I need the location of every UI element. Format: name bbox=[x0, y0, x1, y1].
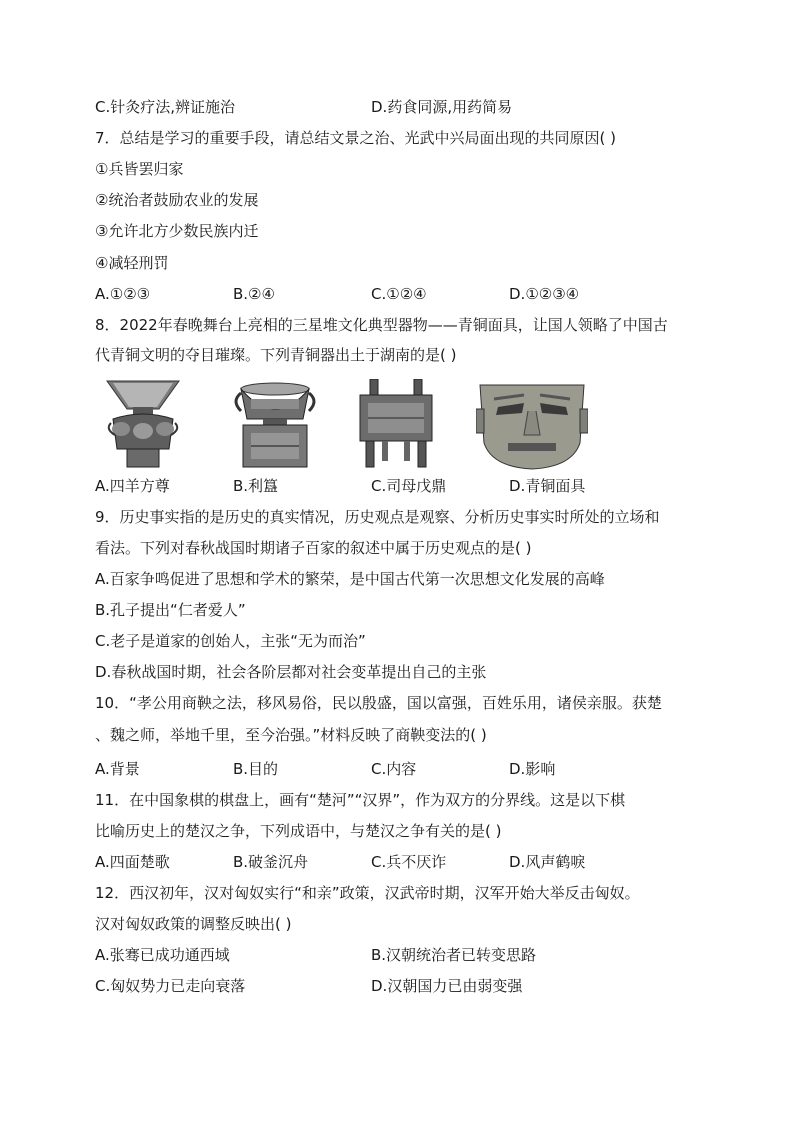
li-gui-image bbox=[231, 379, 319, 469]
q8-option-c: C.司母戊鼎 bbox=[371, 477, 447, 495]
q8-stem-line-1: 8．2022年春晚舞台上亮相的三星堆文化典型器物——青铜面具，让国人领略了中国古 bbox=[95, 316, 668, 334]
q12-option-d: D.汉朝国力已由弱变强 bbox=[371, 977, 523, 995]
q8-stem-line-2: 代青铜文明的夺目璀璨。下列青铜器出土于湖南的是( ) bbox=[95, 346, 457, 364]
q7-item-2: ②统治者鼓励农业的发展 bbox=[95, 191, 259, 209]
q12-option-c: C.匈奴势力已走向衰落 bbox=[95, 977, 246, 995]
q7-item-1: ①兵皆罢归家 bbox=[95, 160, 184, 178]
q10-stem-line-2: 、魏之师，举地千里，至今治强。”材料反映了商鞅变法的( ) bbox=[95, 726, 487, 744]
q11-option-c: C.兵不厌诈 bbox=[371, 853, 447, 871]
q8-option-a: A.四羊方尊 bbox=[95, 477, 170, 495]
bronze-mask-image bbox=[476, 379, 588, 471]
q8-option-b: B.利簋 bbox=[233, 477, 279, 495]
q7-option-c: C.①②④ bbox=[371, 285, 427, 303]
q7-option-b: B.②④ bbox=[233, 285, 275, 303]
q12-option-b: B.汉朝统治者已转变思路 bbox=[371, 946, 537, 964]
q6-option-d: D.药食同源,用药简易 bbox=[371, 98, 513, 116]
q8-image-row bbox=[0, 379, 794, 471]
q12-option-a: A.张骞已成功通西域 bbox=[95, 946, 230, 964]
q7-stem: 7．总结是学习的重要手段，请总结文景之治、光武中兴局面出现的共同原因( ) bbox=[95, 129, 617, 147]
q11-stem-line-1: 11．在中国象棋的棋盘上，画有“楚河”“汉界”，作为双方的分界线。这是以下棋 bbox=[95, 791, 626, 809]
q11-option-a: A.四面楚歌 bbox=[95, 853, 170, 871]
q9-option-a: A.百家争鸣促进了思想和学术的繁荣，是中国古代第一次思想文化发展的高峰 bbox=[95, 570, 605, 588]
q7-item-4: ④减轻刑罚 bbox=[95, 254, 169, 272]
q9-option-d: D.春秋战国时期，社会各阶层都对社会变革提出自己的主张 bbox=[95, 663, 487, 681]
q7-option-a: A.①②③ bbox=[95, 285, 151, 303]
q10-option-b: B.目的 bbox=[233, 760, 279, 778]
q10-option-d: D.影响 bbox=[509, 760, 556, 778]
q9-stem-line-2: 看法。下列对春秋战国时期诸子百家的叙述中属于历史观点的是( ) bbox=[95, 539, 532, 557]
q9-option-c: C.老子是道家的创始人，主张“无为而治” bbox=[95, 632, 366, 650]
q9-stem-line-1: 9．历史事实指的是历史的真实情况，历史观点是观察、分析历史事实时所处的立场和 bbox=[95, 508, 660, 526]
q10-stem-line-1: 10．“孝公用商鞅之法，移风易俗，民以殷盛，国以富强，百姓乐用，诸侯亲服。获楚 bbox=[95, 694, 662, 712]
q12-stem-line-2: 汉对匈奴政策的调整反映出( ) bbox=[95, 915, 292, 933]
q11-stem-line-2: 比喻历史上的楚汉之争，下列成语中，与楚汉之争有关的是( ) bbox=[95, 822, 502, 840]
q11-option-b: B.破釜沉舟 bbox=[233, 853, 309, 871]
q11-option-d: D.风声鹤唳 bbox=[509, 853, 586, 871]
q12-stem-line-1: 12．西汉初年，汉对匈奴实行“和亲”政策，汉武帝时期，汉军开始大举反击匈奴。 bbox=[95, 884, 640, 902]
q8-option-d: D.青铜面具 bbox=[509, 477, 586, 495]
four-goat-zun-image bbox=[103, 379, 183, 469]
q7-item-3: ③允许北方少数民族内迁 bbox=[95, 222, 259, 240]
q9-option-b: B.孔子提出“仁者爱人” bbox=[95, 601, 246, 619]
q6-option-c: C.针灸疗法,辨证施治 bbox=[95, 98, 236, 116]
q10-option-c: C.内容 bbox=[371, 760, 417, 778]
q10-option-a: A.背景 bbox=[95, 760, 140, 778]
simuwu-ding-image bbox=[356, 379, 436, 469]
q7-option-d: D.①②③④ bbox=[509, 285, 580, 303]
